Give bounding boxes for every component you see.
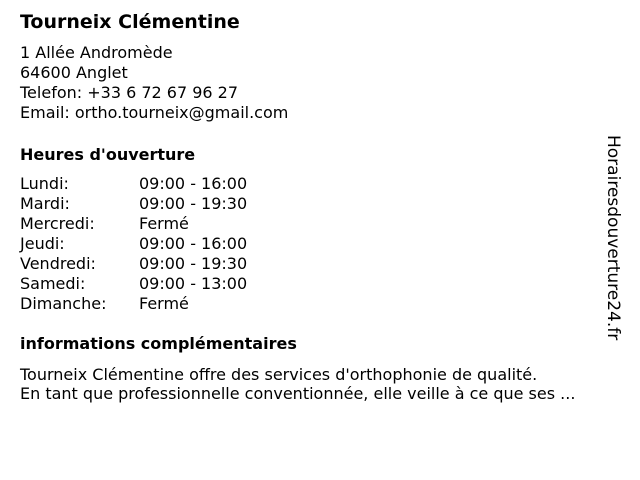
description-line-1: Tourneix Clémentine offre des services d'orthophonie de qualité.: [20, 365, 538, 384]
phone-number: Telefon: +33 6 72 67 96 27: [20, 83, 239, 102]
business-name: Tourneix Clémentine: [20, 11, 240, 33]
opening-hours-heading: Heures d'ouverture: [20, 145, 196, 164]
hours-time: Fermé: [139, 214, 189, 233]
hours-day: Samedi:: [20, 274, 86, 293]
address-street: 1 Allée Andromède: [20, 43, 173, 62]
hours-time: Fermé: [139, 294, 189, 313]
additional-info-heading: informations complémentaires: [20, 334, 297, 353]
opening-hours-table: [20, 174, 320, 314]
email-address: Email: ortho.tourneix@gmail.com: [20, 103, 289, 122]
hours-row-sunday: [20, 294, 320, 314]
hours-row-monday: [20, 174, 320, 194]
hours-row-thursday: [20, 234, 320, 254]
hours-day: Dimanche:: [20, 294, 107, 313]
hours-time: 09:00 - 13:00: [139, 274, 248, 293]
business-card: [20, 0, 610, 480]
hours-row-friday: [20, 254, 320, 274]
hours-day: Lundi:: [20, 174, 69, 193]
hours-time: 09:00 - 16:00: [139, 174, 248, 193]
hours-time: 09:00 - 19:30: [139, 194, 248, 213]
description-line-2: En tant que professionnelle conventionnée, elle veille à ce que ses ...: [20, 384, 576, 403]
hours-day: Vendredi:: [20, 254, 96, 273]
address-city: 64600 Anglet: [20, 63, 128, 82]
hours-time: 09:00 - 19:30: [139, 254, 248, 273]
hours-time: 09:00 - 16:00: [139, 234, 248, 253]
hours-row-saturday: [20, 274, 320, 294]
watermark-text: Horairesdouverture24.fr: [603, 135, 623, 341]
hours-day: Mercredi:: [20, 214, 95, 233]
site-watermark: [603, 135, 634, 345]
hours-day: Mardi:: [20, 194, 70, 213]
hours-row-tuesday: [20, 194, 320, 214]
hours-day: Jeudi:: [20, 234, 65, 253]
hours-row-wednesday: [20, 214, 320, 234]
